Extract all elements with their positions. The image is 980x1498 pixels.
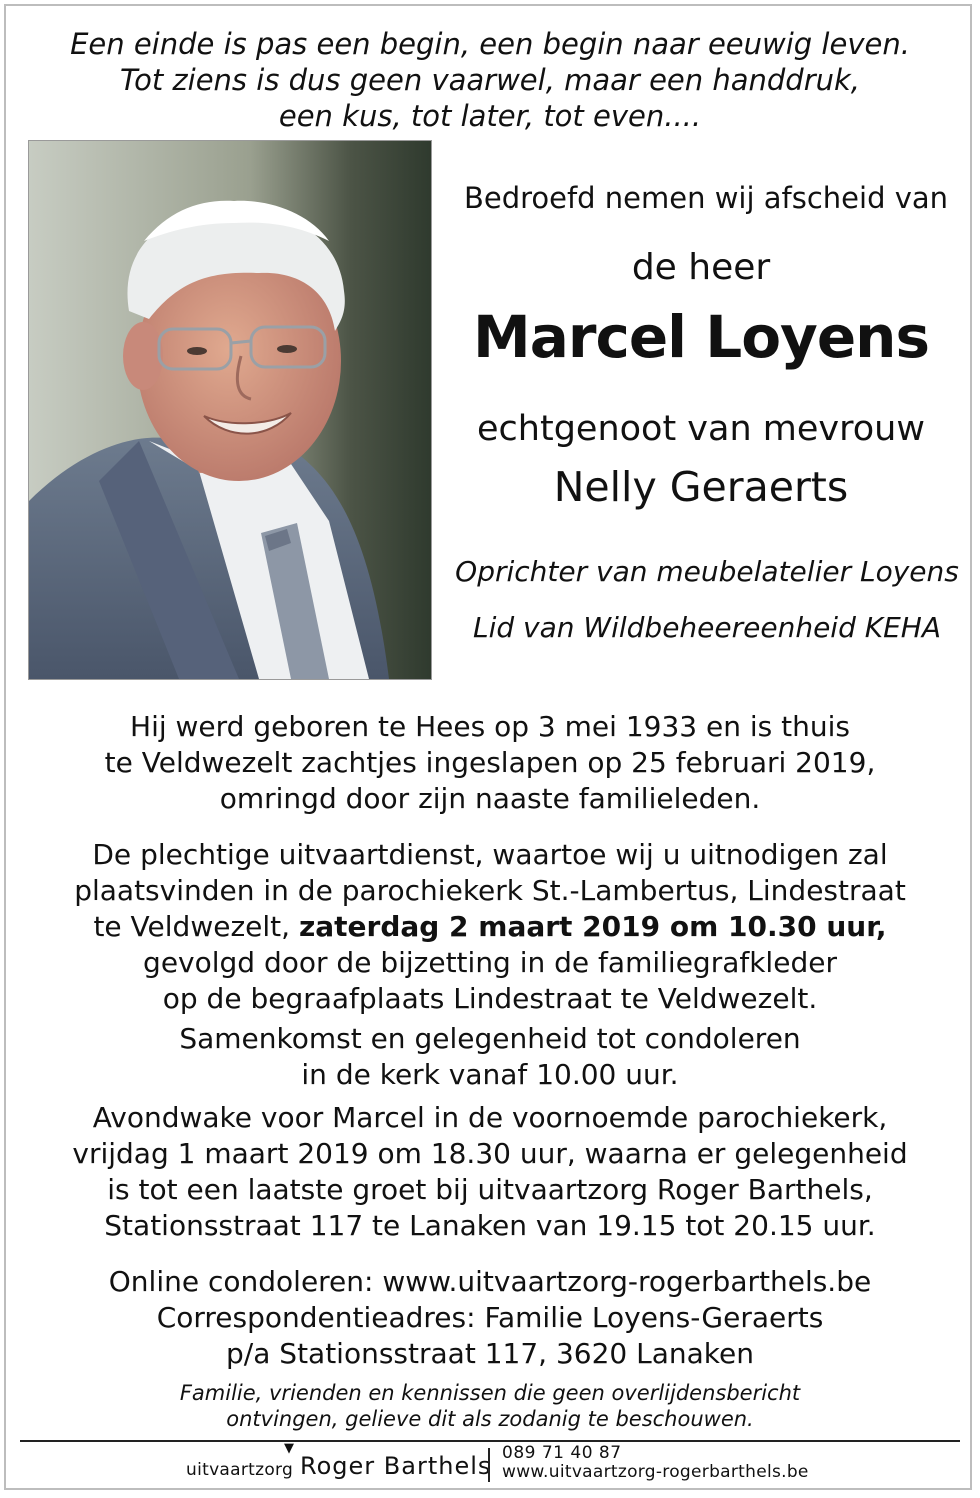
footer-separator xyxy=(488,1448,490,1482)
address-line: p/a Stationsstraat 117, 3620 Lanaken xyxy=(226,1337,754,1370)
paragraph-line: Hij werd geboren te Hees op 3 mei 1933 en is thuis xyxy=(130,710,850,743)
service-paragraph xyxy=(6,837,974,1017)
paragraph-line: is tot een laatste groet bij uitvaartzorg Roger Barthels, xyxy=(107,1173,873,1206)
brand-prefix: uitvaartzorg xyxy=(186,1460,294,1480)
opening-quote xyxy=(6,26,974,134)
triangle-marker-icon: ▼ xyxy=(284,1441,294,1456)
footer-website-link[interactable]: www.uitvaartzorg-rogerbarthels.be xyxy=(502,1462,809,1482)
paragraph-line: De plechtige uitvaartdienst, waartoe wij u uitnodigen zal xyxy=(92,838,888,871)
role-line: Lid van Wildbeheereenheid KEHA xyxy=(472,611,942,644)
note-line: ontvingen, gelieve dit als zodanig te beschouwen. xyxy=(226,1407,754,1431)
gathering-paragraph xyxy=(6,1021,974,1093)
spouse-prefix: echtgenoot van mevrouw xyxy=(477,409,925,449)
intro-text: Bedroefd nemen wij afscheid van xyxy=(463,181,949,215)
correspondence-line: Correspondentieadres: Familie Loyens-Geraerts xyxy=(156,1301,824,1334)
note-line: Familie, vrienden en kennissen die geen overlijdensbericht xyxy=(179,1381,801,1405)
quote-line: Een einde is pas een begin, een begin naar eeuwig leven. xyxy=(70,27,910,61)
paragraph-line: gevolgd door de bijzetting in de familiegrafkleder xyxy=(143,946,837,979)
paragraph-line: in de kerk vanaf 10.00 uur. xyxy=(301,1058,679,1091)
service-datetime: zaterdag 2 maart 2019 om 10.30 uur, xyxy=(298,910,887,943)
brand-name: Roger Barthels xyxy=(300,1452,492,1480)
wake-paragraph xyxy=(6,1100,974,1244)
paragraph-line: Avondwake voor Marcel in de voornoemde parochiekerk, xyxy=(92,1101,888,1134)
portrait-photo xyxy=(28,140,432,680)
service-location-text: te Veldwezelt, xyxy=(93,910,299,943)
portrait-image xyxy=(29,141,431,679)
online-condolence-line[interactable]: Online condoleren: www.uitvaartzorg-rogerbarthels.be xyxy=(108,1265,872,1298)
spouse-name: Nelly Geraerts xyxy=(553,463,849,511)
notice-note xyxy=(6,1380,974,1432)
paragraph-line: te Veldwezelt zachtjes ingeslapen op 25 februari 2019, xyxy=(104,746,876,779)
footer-phone[interactable]: 089 71 40 87 xyxy=(502,1443,622,1463)
role-line: Oprichter van meubelatelier Loyens xyxy=(455,555,959,588)
obituary-card xyxy=(4,4,972,1490)
paragraph-line: plaatsvinden in de parochiekerk St.-Lambertus, Lindestraat xyxy=(74,874,906,907)
honorific: de heer xyxy=(631,247,771,288)
paragraph-line: op de begraafplaats Lindestraat te Veldwezelt. xyxy=(162,982,818,1015)
paragraph-line xyxy=(6,909,974,945)
paragraph-line: vrijdag 1 maart 2019 om 18.30 uur, waarna er gelegenheid xyxy=(72,1137,908,1170)
paragraph-line: omringd door zijn naaste familieleden. xyxy=(219,782,761,815)
paragraph-line: Stationsstraat 117 te Lanaken van 19.15 tot 20.15 uur. xyxy=(104,1209,876,1242)
funeral-home-footer xyxy=(6,1442,974,1488)
birth-paragraph xyxy=(6,709,974,817)
quote-line: Tot ziens is dus geen vaarwel, maar een handdruk, xyxy=(119,63,861,97)
contact-paragraph xyxy=(6,1264,974,1372)
paragraph-line: Samenkomst en gelegenheid tot condoleren xyxy=(179,1022,801,1055)
quote-line: een kus, tot later, tot even.... xyxy=(278,99,702,133)
deceased-name: Marcel Loyens xyxy=(472,303,929,371)
